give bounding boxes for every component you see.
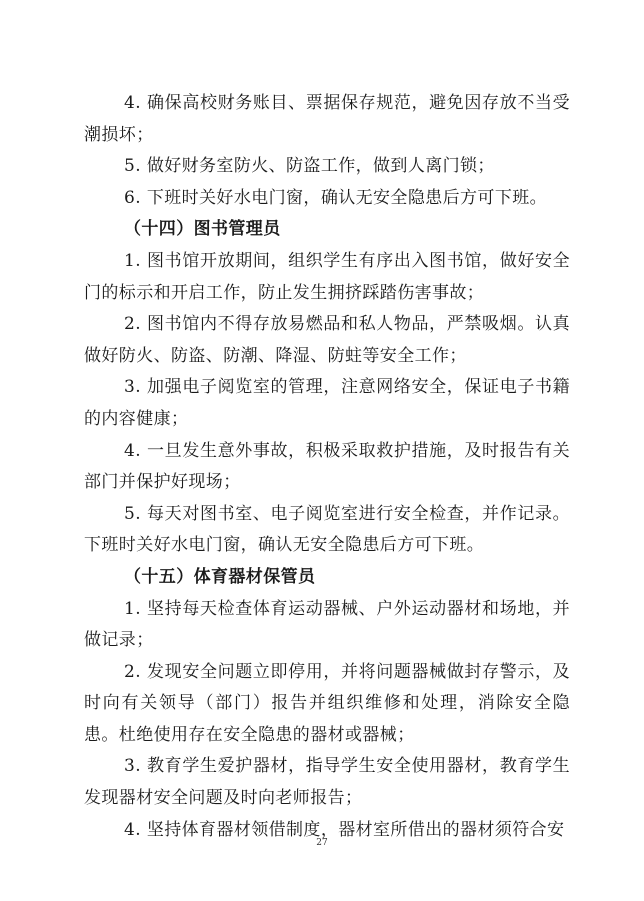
document-body [84,88,570,846]
paragraph-sports-item-4: 4. 坚持体育器材领借制度，器材室所借出的器材须符合安 [124,819,565,840]
paragraph-finance-item-4: 4. 确保高校财务账目、票据保存规范，避免因存放不当受潮损坏； [84,93,570,145]
paragraph-library-item-2: 2. 图书馆内不得存放易燃品和私人物品，严禁吸烟。认真做好防火、防盗、防潮、降湿、防蛀等安全工作； [84,314,570,366]
paragraph-sports-item-2: 2. 发现安全问题立即停用，并将问题器械做封存警示，及时向有关领导（部门）报告并组织维修和处理，消除安全隐患。杜绝使用存在安全隐患的器材或器械； [84,661,570,745]
section-heading-librarian: （十四）图书管理员 [124,219,281,240]
paragraph-library-item-5: 5. 每天对图书室、电子阅览室进行安全检查，并作记录。下班时关好水电门窗，确认无安全隐患后方可下班。 [84,503,570,556]
paragraph-finance-item-6: 6. 下班时关好水电门窗，确认无安全隐患后方可下班。 [124,187,548,208]
paragraph-library-item-4: 4. 一旦发生意外事故，积极采取救护措施，及时报告有关部门并保护好现场； [84,440,570,493]
paragraph-sports-item-1: 1. 坚持每天检查体育运动器械、户外运动器材和场地，并做记录； [84,598,570,651]
page-number: 27 [316,838,328,848]
paragraph-sports-item-3: 3. 教育学生爱护器材，指导学生安全使用器材，教育学生发现器材安全问题及时向老师报告； [84,756,570,809]
paragraph-library-item-3: 3. 加强电子阅览室的管理，注意网络安全，保证电子书籍的内容健康； [84,377,570,429]
paragraph-library-item-1: 1. 图书馆开放期间，组织学生有序出入图书馆，做好安全门的标示和开启工作，防止发生拥挤踩踏伤害事故； [84,250,570,303]
section-heading-sports-equipment: （十五）体育器材保管员 [124,566,316,587]
paragraph-finance-item-5: 5. 做好财务室防火、防盗工作，做到人离门锁； [124,156,495,177]
